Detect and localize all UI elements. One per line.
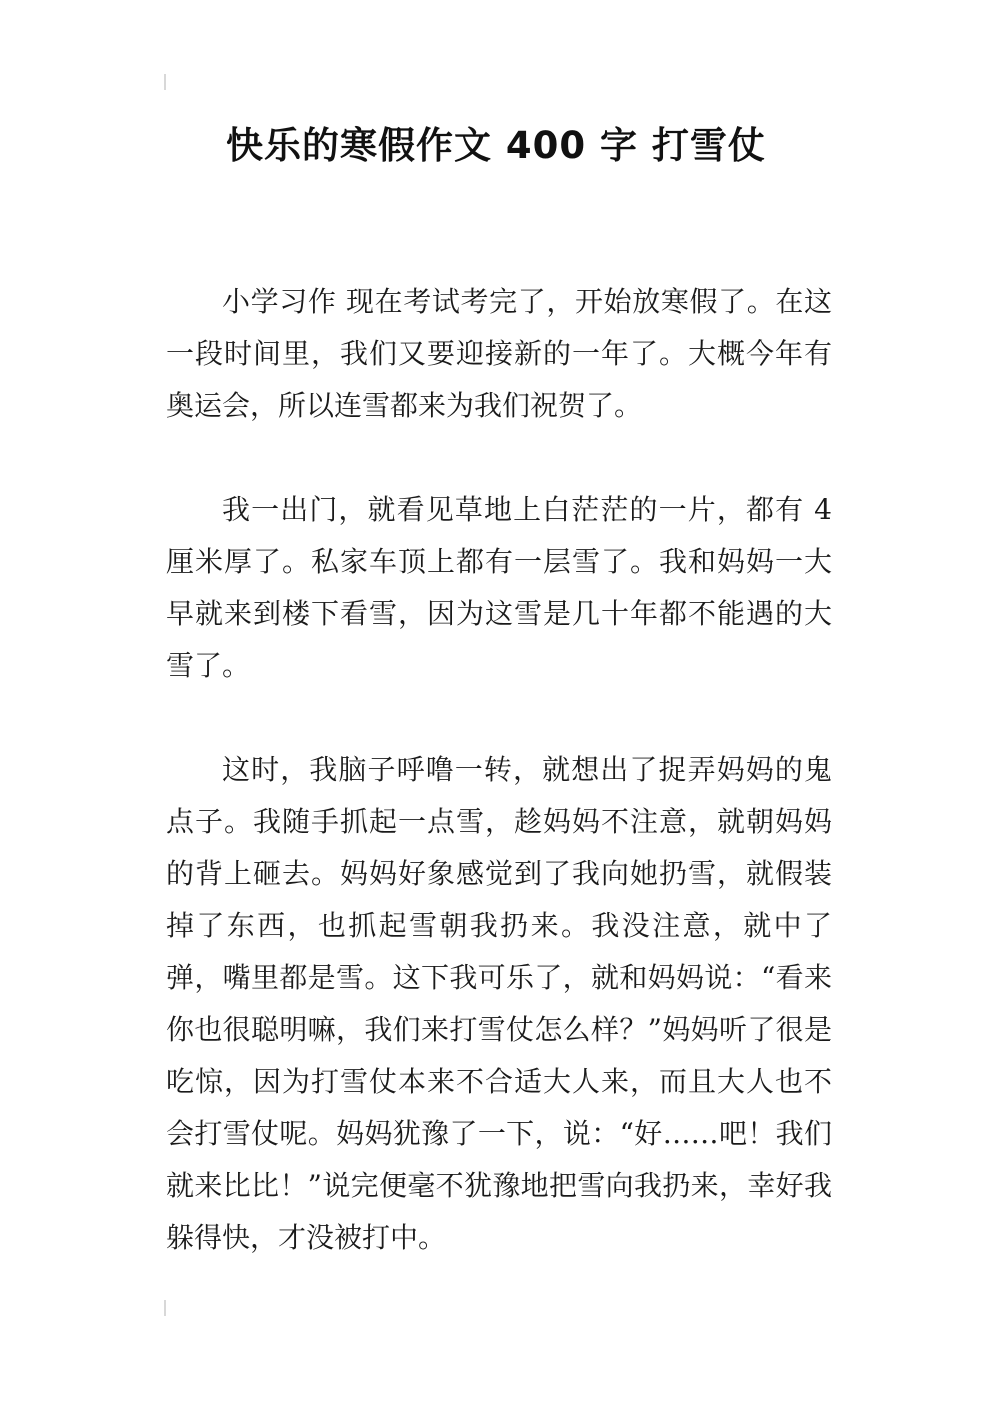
document-body <box>166 276 832 1264</box>
margin-mark-bottom <box>164 1300 166 1316</box>
paragraph-1: 小学习作 现在考试考完了，开始放寒假了。在这一段时间里，我们又要迎接新的一年了。大概今年有奥运会，所以连雪都来为我们祝贺了。 <box>166 285 832 422</box>
paragraph-3: 这时，我脑子呼噜一转，就想出了捉弄妈妈的鬼点子。我随手抓起一点雪，趁妈妈不注意，就朝妈妈的背上砸去。妈妈好象感觉到了我向她扔雪，就假装掉了东西，也抓起雪朝我扔来。我没注意，就中了弹，嘴里都是雪。这下我可乐了，就和妈妈说：“看来你也很聪明嘛，我们来打雪仗怎么样？”妈妈听了很是吃惊，因为打雪仗本来不合适大人来，而且大人也不会打雪仗呢。妈妈犹豫了一下，说：“好……吧！我们就来比比！”说完便毫不犹豫地把雪向我扔来，幸好我躲得快，才没被打中。 <box>166 753 832 1254</box>
paragraph-2: 我一出门，就看见草地上白茫茫的一片，都有 4 厘米厚了。私家车顶上都有一层雪了。我和妈妈一大早就来到楼下看雪，因为这雪是几十年都不能遇的大雪了。 <box>166 493 832 682</box>
document-title: 快乐的寒假作文 400 字 打雪仗 <box>226 124 766 167</box>
margin-mark-top <box>164 74 166 90</box>
